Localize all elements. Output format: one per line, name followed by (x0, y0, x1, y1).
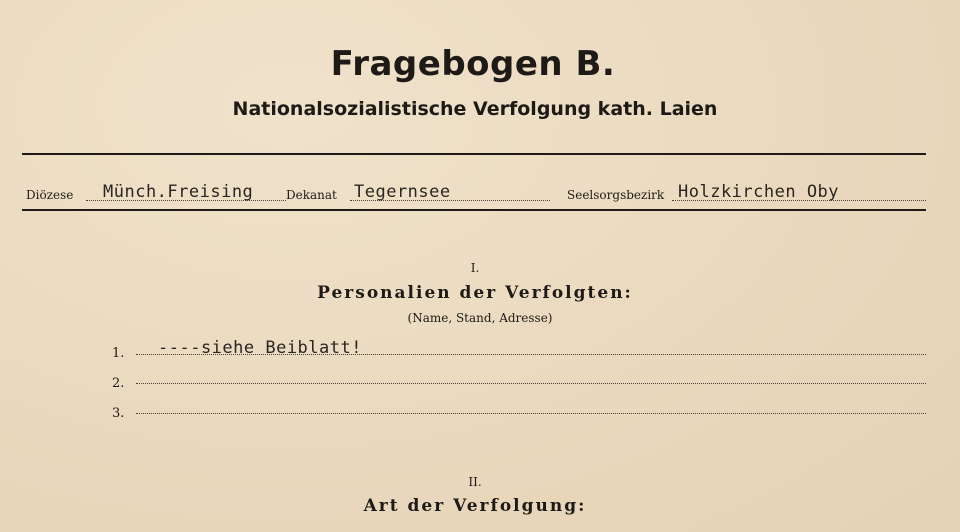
section1-title: Personalien der Verfolgten: (317, 283, 633, 303)
top-rule (22, 153, 926, 155)
section2-title: Art der Verfolgung: (363, 496, 587, 516)
line-2-number: 2. (112, 376, 125, 391)
line-2-dotted[interactable] (136, 383, 926, 384)
section1-subtitle: (Name, Stand, Adresse) (407, 311, 553, 325)
form-title: Fragebogen B. (330, 44, 616, 84)
line-3-dotted[interactable] (136, 413, 926, 414)
section2-number: II. (468, 475, 482, 489)
dekanat-field[interactable]: Tegernsee (354, 182, 451, 202)
dioezese-label: Diözese (26, 188, 74, 202)
line-3-number: 3. (112, 406, 125, 421)
section1-number: I. (470, 261, 480, 275)
header-bottom-rule (22, 209, 926, 211)
line-1-field[interactable]: ----siehe Beiblatt! (158, 338, 362, 358)
bezirk-field[interactable]: Holzkirchen Oby (678, 182, 840, 202)
bezirk-label: Seelsorgsbezirk (567, 188, 665, 202)
line-1-number: 1. (112, 346, 125, 361)
dekanat-label: Dekanat (286, 188, 337, 202)
form-subtitle: Nationalsozialistische Verfolgung kath. Laien (232, 98, 718, 120)
dioezese-field[interactable]: Münch.Freising (103, 182, 254, 202)
